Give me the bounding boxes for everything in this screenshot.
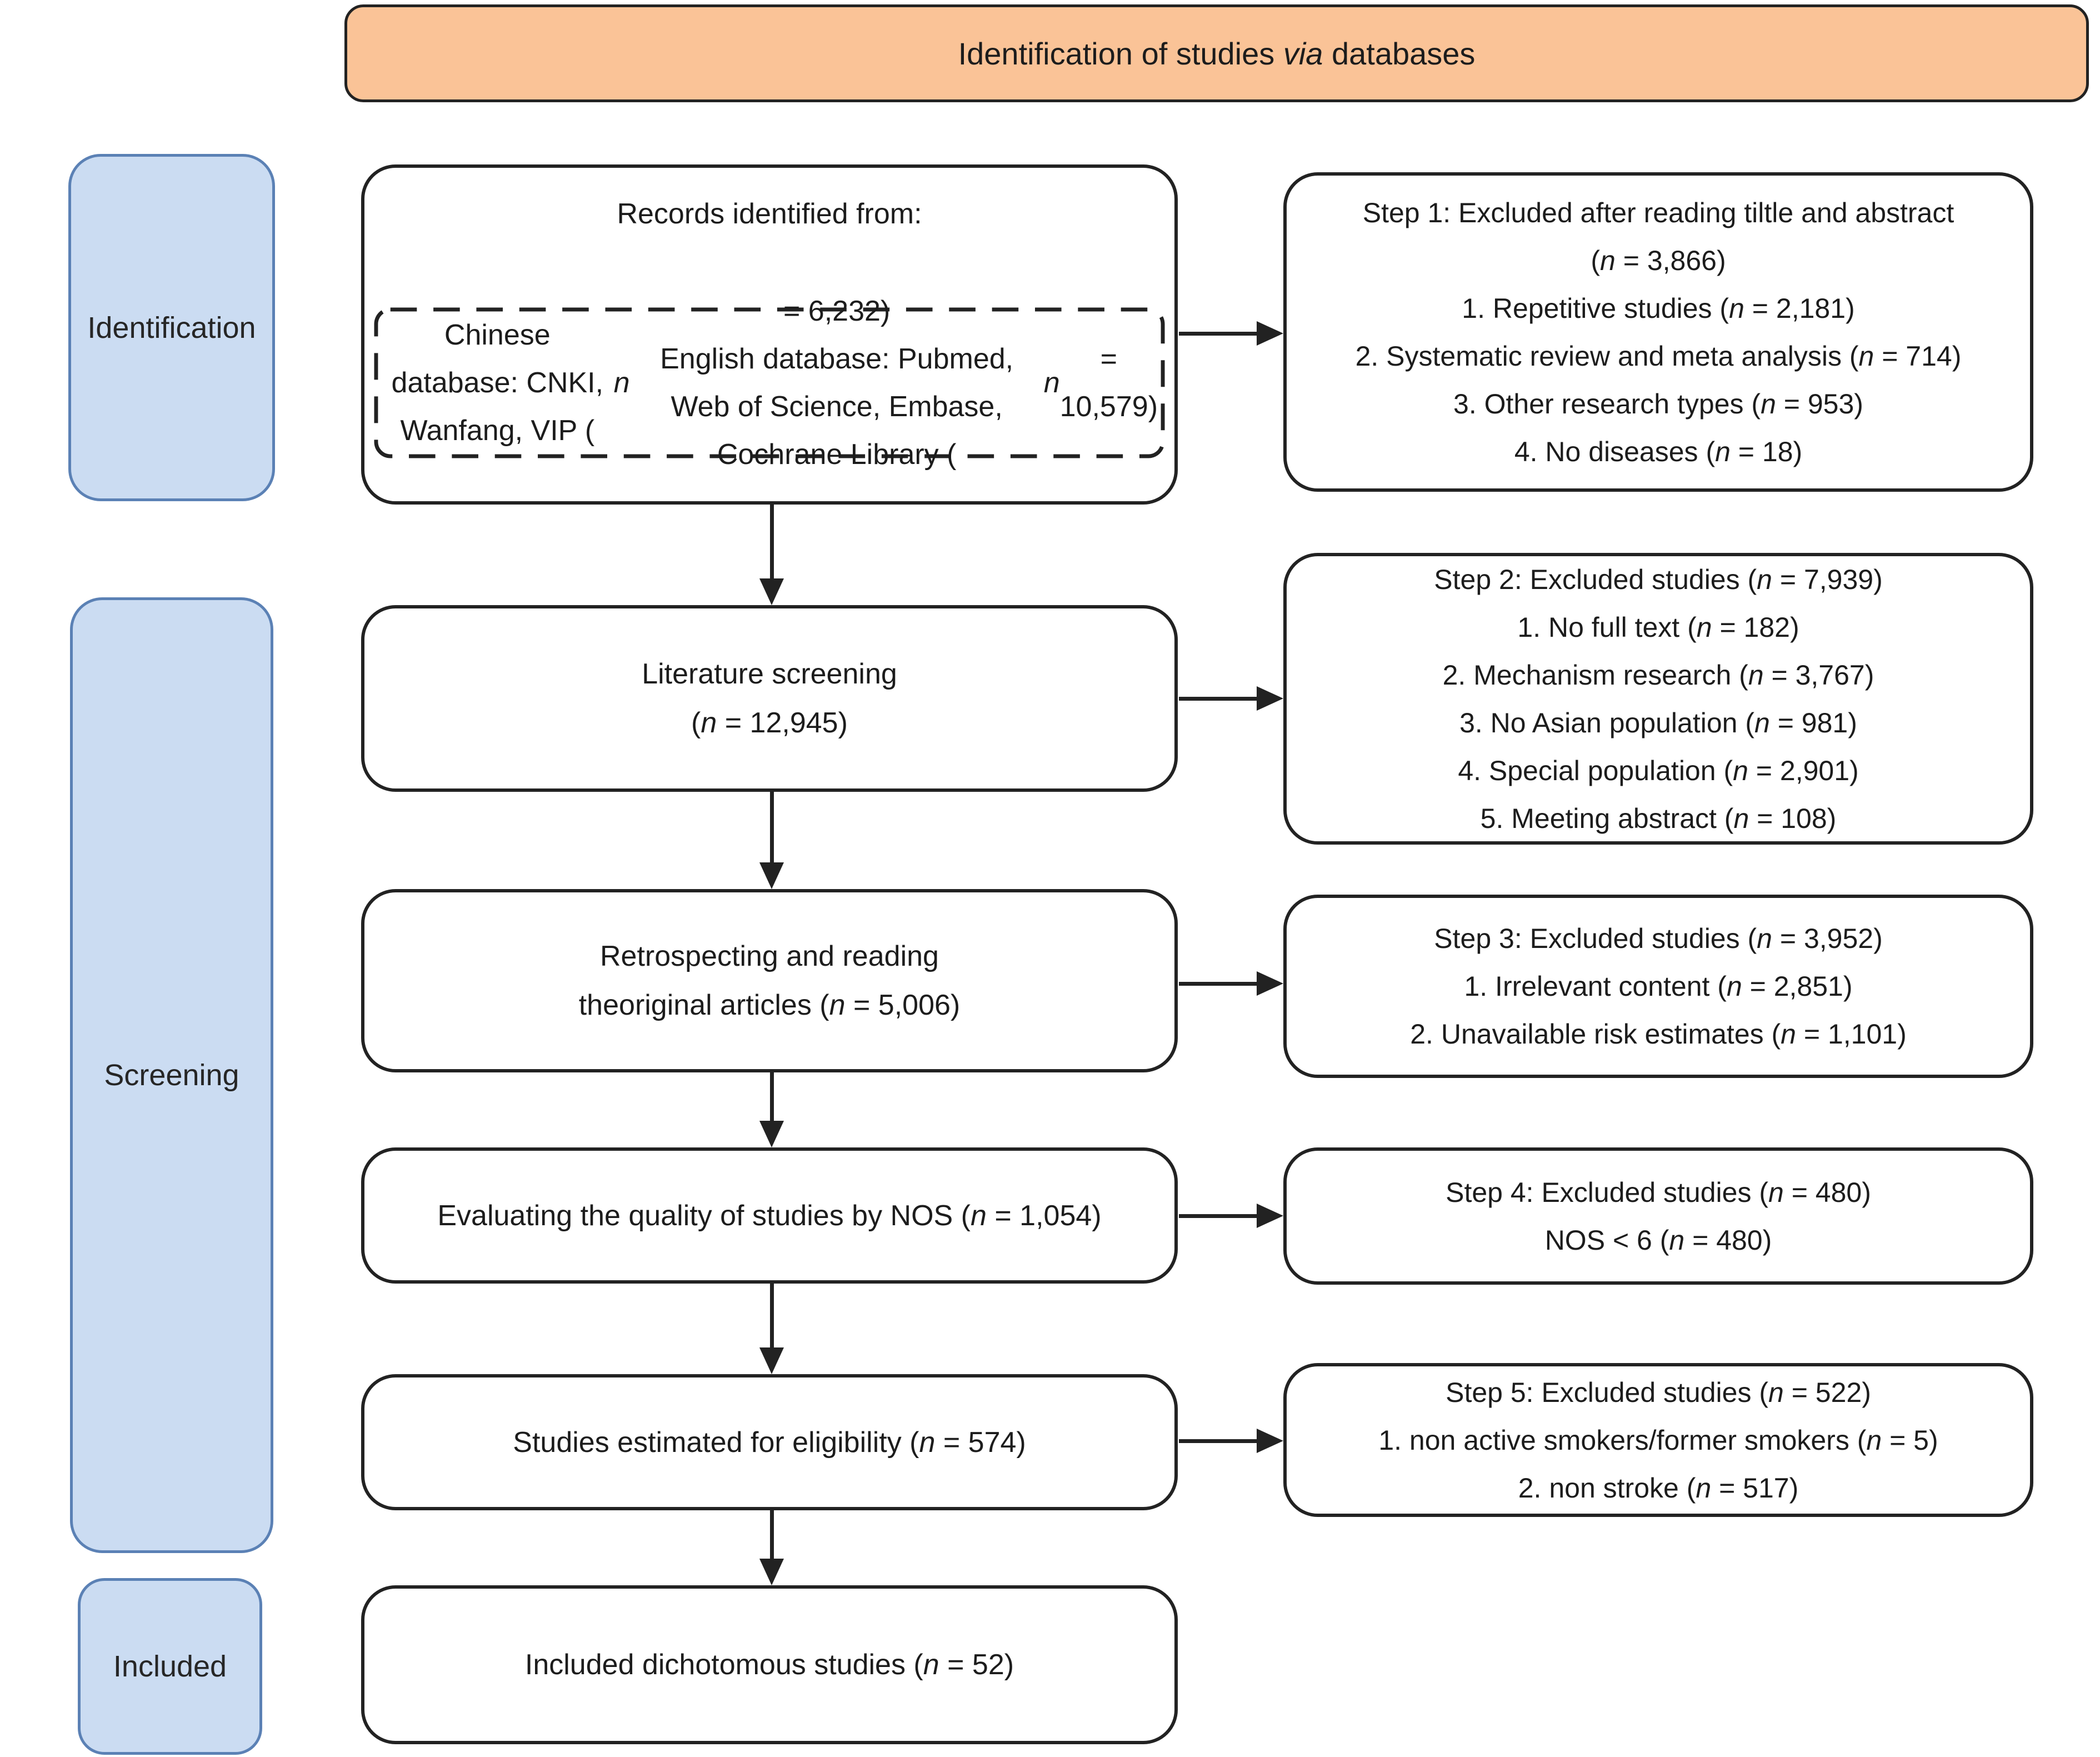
arrow-right-to-step-5	[1179, 1429, 1283, 1453]
database-dashed-box	[373, 295, 1166, 471]
arrow-head-down-icon	[759, 862, 784, 889]
eligibility-text: Studies estimated for eligibility (n = 574)	[513, 1426, 1026, 1459]
arrow-line	[770, 792, 774, 864]
records-title: Records identified from:	[617, 198, 922, 230]
arrow-down-eligibility-to-included	[759, 1510, 784, 1585]
exclusion-box-step-4	[1283, 1147, 2033, 1285]
arrow-head-right-icon	[1257, 1429, 1283, 1453]
arrow-line	[770, 1072, 774, 1122]
arrow-down-screening-to-retrospecting	[759, 792, 784, 889]
arrow-head-down-icon	[759, 578, 784, 605]
flow-box-nos-evaluation	[361, 1147, 1178, 1284]
stage-box-screening	[70, 597, 273, 1553]
arrow-head-right-icon	[1257, 686, 1283, 711]
header-title: Identification of studies via databases	[958, 36, 1476, 71]
step-1-text: Step 1: Excluded after reading tiltle and abstract (n = 3,866) 1. Repetitive studies (n = 2,181) 2. Systematic review and meta analysis (n = 714) 3. Other research types (n = 953) 4. No diseases (n = 18)	[1355, 197, 1962, 467]
flow-box-records	[361, 164, 1178, 505]
flow-box-literature-screening	[361, 605, 1178, 792]
arrow-line	[1179, 332, 1258, 336]
included-studies-text: Included dichotomous studies (n = 52)	[524, 1649, 1014, 1681]
arrow-head-right-icon	[1257, 1204, 1283, 1228]
step-5-text: Step 5: Excluded studies (n = 522) 1. non active smokers/former smokers (n = 5) 2. non stroke (n = 517)	[1378, 1376, 1938, 1504]
arrow-right-to-step-2	[1179, 686, 1283, 711]
stage-label-screening: Screening	[104, 1059, 239, 1092]
stage-label-identification: Identification	[87, 311, 256, 345]
arrow-line	[1179, 697, 1258, 701]
header-banner	[344, 4, 2089, 102]
step-3-text: Step 3: Excluded studies (n = 3,952) 1. Irrelevant content (n = 2,851) 2. Unavailable risk estimates (n = 1,101)	[1410, 923, 1907, 1050]
arrow-line	[1179, 982, 1258, 986]
arrow-head-down-icon	[759, 1559, 784, 1585]
arrow-line	[770, 505, 774, 580]
arrow-down-records-to-screening	[759, 505, 784, 605]
literature-screening-text: Literature screening (n = 12,945)	[642, 658, 897, 739]
arrow-right-to-step-3	[1179, 971, 1283, 996]
flow-box-included-studies	[361, 1585, 1178, 1744]
arrow-head-down-icon	[759, 1347, 784, 1374]
arrow-right-to-step-4	[1179, 1204, 1283, 1228]
arrow-line	[770, 1284, 774, 1349]
arrow-down-retrospecting-to-nos	[759, 1072, 784, 1147]
step-2-text: Step 2: Excluded studies (n = 7,939) 1. No full text (n = 182) 2. Mechanism research (n = 3,767) 3. No Asian population (n = 981) 4. Special population (n = 2,901) 5. Meeting abstract (n = 108)	[1434, 563, 1883, 834]
nos-evaluation-text: Evaluating the quality of studies by NOS (n = 1,054)	[437, 1199, 1102, 1232]
flow-box-retrospecting	[361, 889, 1178, 1072]
flow-box-eligibility	[361, 1374, 1178, 1510]
arrow-line	[770, 1510, 774, 1560]
exclusion-box-step-3	[1283, 895, 2033, 1078]
arrow-head-right-icon	[1257, 321, 1283, 346]
retrospecting-text: Retrospecting and reading theoriginal articles (n = 5,006)	[578, 940, 961, 1021]
exclusion-box-step-5	[1283, 1363, 2033, 1517]
arrow-right-to-step-1	[1179, 321, 1283, 346]
step-4-text: Step 4: Excluded studies (n = 480) NOS < 6 (n = 480)	[1446, 1176, 1871, 1256]
arrow-line	[1179, 1439, 1258, 1443]
stage-box-included	[78, 1578, 262, 1755]
exclusion-box-step-1	[1283, 172, 2033, 492]
arrow-head-down-icon	[759, 1121, 784, 1147]
arrow-down-nos-to-eligibility	[759, 1284, 784, 1374]
arrow-head-right-icon	[1257, 971, 1283, 996]
stage-box-identification	[68, 154, 275, 501]
stage-label-included: Included	[113, 1650, 227, 1683]
exclusion-box-step-2	[1283, 553, 2033, 845]
database-list: Chinese database: CNKI, Wanfang, VIP ( n = 6,232) English database: Pubmed, Web of Science, Embase, Cochrane Library ( n = 10,579)	[391, 295, 1158, 471]
arrow-line	[1179, 1214, 1258, 1218]
